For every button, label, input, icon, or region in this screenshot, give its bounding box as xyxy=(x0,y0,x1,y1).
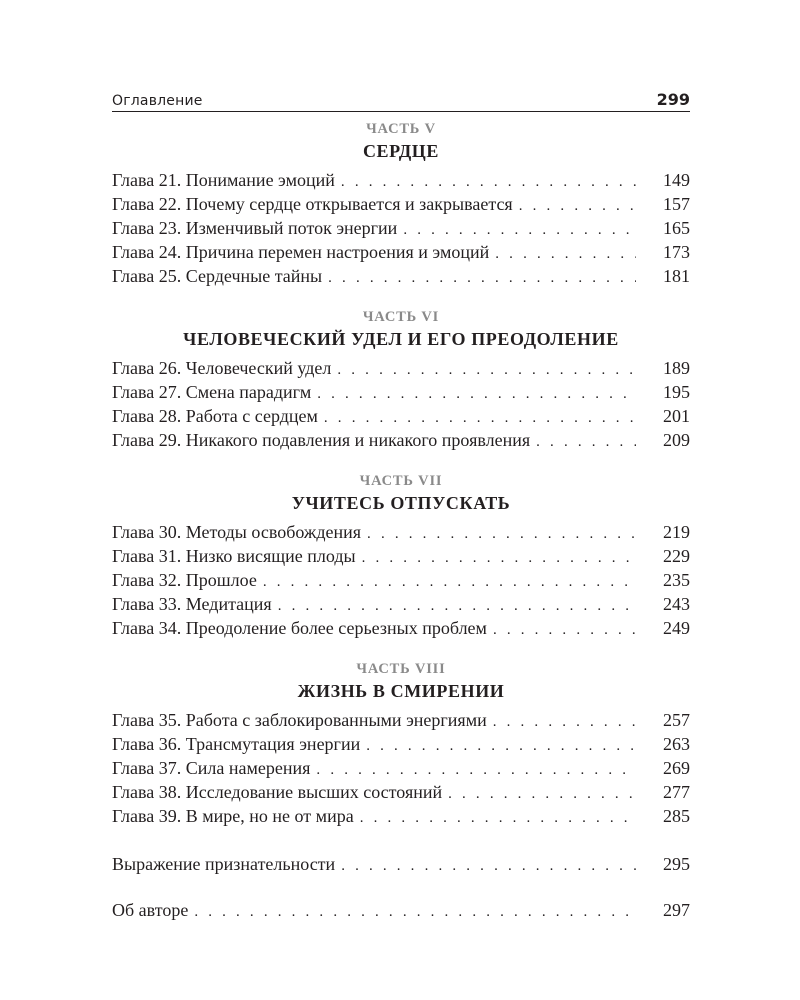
chapter-title: Глава 26. Человеческий удел xyxy=(112,358,332,378)
part-section xyxy=(112,118,690,289)
chapter-title: Глава 21. Понимание эмоций xyxy=(112,170,335,190)
toc-entry xyxy=(112,169,690,193)
chapter-page: 263 xyxy=(663,734,690,754)
chapter-title: Глава 28. Работа с сердцем xyxy=(112,406,318,426)
part-label: ЧАСТЬ VII xyxy=(359,473,443,489)
part-label: ЧАСТЬ V xyxy=(366,121,436,137)
chapter-page: 209 xyxy=(663,430,690,450)
chapter-page: 269 xyxy=(663,758,690,778)
chapter-title: Глава 33. Медитация xyxy=(112,594,272,614)
toc-entry xyxy=(112,757,690,781)
chapter-title: Глава 29. Никакого подавления и никакого проявления xyxy=(112,430,531,450)
part-title: ЖИЗНЬ В СМИРЕНИИ xyxy=(297,681,505,701)
toc-entry xyxy=(112,617,690,641)
part-title: УЧИТЕСЬ ОТПУСКАТЬ xyxy=(291,493,511,513)
chapter-page: 229 xyxy=(663,546,690,566)
entry-page: 297 xyxy=(663,900,690,920)
chapter-title: Глава 31. Низко висящие плоды xyxy=(112,546,356,566)
dot-leader xyxy=(316,759,636,781)
part-label: ЧАСТЬ VI xyxy=(362,309,440,325)
chapter-page: 173 xyxy=(663,242,690,262)
chapter-page: 189 xyxy=(663,358,690,378)
toc-entry xyxy=(112,241,690,265)
part-title: ЧЕЛОВЕЧЕСКИЙ УДЕЛ И ЕГО ПРЕОДОЛЕНИЕ xyxy=(183,329,619,349)
toc-entry xyxy=(112,545,690,569)
dot-leader xyxy=(328,267,636,289)
dot-leader xyxy=(448,783,636,805)
part-label: ЧАСТЬ VIII xyxy=(356,661,446,677)
dot-leader xyxy=(341,171,636,193)
dot-leader xyxy=(536,431,636,453)
dot-leader xyxy=(403,219,636,241)
dot-leader xyxy=(519,195,636,217)
entry-page: 295 xyxy=(663,854,690,874)
chapter-page: 219 xyxy=(663,522,690,542)
chapter-page: 157 xyxy=(663,194,690,214)
dot-leader xyxy=(194,901,636,923)
toc-entry xyxy=(112,569,690,593)
dot-leader xyxy=(324,407,636,429)
part-section xyxy=(112,306,690,453)
chapter-page: 243 xyxy=(663,594,690,614)
chapter-title: Глава 36. Трансмутация энергии xyxy=(112,734,361,754)
toc-entry xyxy=(112,357,690,381)
chapter-title: Глава 25. Сердечные тайны xyxy=(112,266,323,286)
chapter-title: Глава 39. В мире, но не от мира xyxy=(112,806,354,826)
chapter-title: Глава 30. Методы освобождения xyxy=(112,522,362,542)
toc-entry xyxy=(112,381,690,405)
dot-leader xyxy=(493,619,636,641)
toc-entry-about-author xyxy=(112,899,690,923)
dot-leader xyxy=(360,807,636,829)
toc-entry xyxy=(112,733,690,757)
toc-entry xyxy=(112,805,690,829)
chapter-title: Глава 27. Смена парадигм xyxy=(112,382,312,402)
running-head xyxy=(112,83,690,112)
chapter-page: 201 xyxy=(663,406,690,426)
chapter-page: 249 xyxy=(663,618,690,638)
chapter-title: Глава 32. Прошлое xyxy=(112,570,257,590)
table-of-contents xyxy=(112,118,690,923)
chapter-title: Глава 23. Изменчивый поток энергии xyxy=(112,218,398,238)
toc-entry-acknowledgements xyxy=(112,853,690,877)
chapter-title: Глава 34. Преодоление более серьезных проблем xyxy=(112,618,487,638)
entry-title: Об авторе xyxy=(112,900,189,920)
chapter-page: 235 xyxy=(663,570,690,590)
toc-entry xyxy=(112,781,690,805)
part-section xyxy=(112,470,690,641)
entry-title: Выражение признательности xyxy=(112,854,336,874)
chapter-page: 165 xyxy=(663,218,690,238)
dot-leader xyxy=(362,547,636,569)
chapter-title: Глава 24. Причина перемен настроения и эмоций xyxy=(112,242,490,262)
toc-entry xyxy=(112,265,690,289)
part-title: СЕРДЦЕ xyxy=(362,141,440,161)
chapter-page: 277 xyxy=(663,782,690,802)
toc-entry xyxy=(112,593,690,617)
chapter-page: 149 xyxy=(663,170,690,190)
dot-leader xyxy=(495,243,636,265)
part-section xyxy=(112,658,690,829)
chapter-title: Глава 22. Почему сердце открывается и закрывается xyxy=(112,194,513,214)
toc-entry xyxy=(112,709,690,733)
dot-leader xyxy=(317,383,636,405)
chapter-title: Глава 38. Исследование высших состояний xyxy=(112,782,443,802)
toc-entry xyxy=(112,193,690,217)
toc-entry xyxy=(112,217,690,241)
chapter-title: Глава 35. Работа с заблокированными энергиями xyxy=(112,710,487,730)
chapter-page: 257 xyxy=(663,710,690,730)
dot-leader xyxy=(493,711,636,733)
dot-leader xyxy=(337,359,636,381)
chapter-page: 285 xyxy=(663,806,690,826)
running-head-title: Оглавление xyxy=(112,93,203,109)
dot-leader xyxy=(263,571,636,593)
toc-entry xyxy=(112,429,690,453)
chapter-page: 181 xyxy=(663,266,690,286)
dot-leader xyxy=(341,855,636,877)
chapter-title: Глава 37. Сила намерения xyxy=(112,758,311,778)
toc-entry xyxy=(112,405,690,429)
dot-leader xyxy=(366,735,636,757)
toc-entry xyxy=(112,521,690,545)
page-number: 299 xyxy=(656,90,690,109)
dot-leader xyxy=(367,523,636,545)
chapter-page: 195 xyxy=(663,382,690,402)
dot-leader xyxy=(278,595,636,617)
